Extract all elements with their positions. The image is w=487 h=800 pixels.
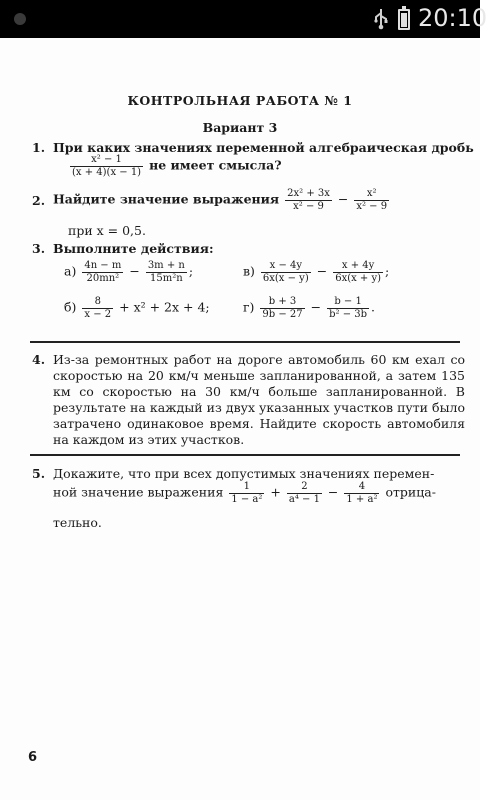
fraction: $\frac{b - 1}{\text{b² − 3b}}$	[329, 296, 368, 320]
task-5-line1	[32, 466, 435, 481]
task-number: 3.	[32, 241, 46, 256]
notification-dot-icon	[14, 13, 26, 25]
fraction: $\frac{4n - m}{\text{20mn²}}$	[84, 260, 122, 284]
task-number: 2.	[32, 193, 46, 208]
fraction: $\frac{1}{\text{1 − a²}}$	[231, 481, 263, 505]
task-4	[32, 352, 465, 448]
item-label: а)	[64, 263, 77, 279]
task-2-line1	[32, 188, 391, 212]
task-text: Найдите значение выражения	[53, 191, 280, 207]
document-page	[0, 38, 480, 800]
task-3-item-v: в) $\frac{x - 4y}{6x(x - y)}$ − $\frac{x + 4y}{6x(x + y)}$ ;	[243, 260, 390, 284]
task-text: Докажите, что при всех допустимых значениях перемен-	[53, 466, 435, 481]
variant-heading: Вариант 3	[202, 120, 278, 135]
task-number: 5.	[32, 466, 46, 481]
task-5-line2: ной значение выражения $\frac{1}{\text{1 − a²}}$ + $\frac{2}{\text{a⁴ − 1}}$ − $\frac{4}{\text{1 + a²}}$ отрица-	[53, 481, 436, 505]
section-divider	[30, 341, 460, 343]
task-text-tail: не имеет смысла?	[149, 157, 282, 173]
operator: −	[337, 191, 349, 207]
fraction: $\frac{\text{x² − 1}}{(x + 4)(x - 1)}$	[72, 154, 142, 178]
item-label: г)	[243, 299, 255, 315]
task-number: 4.	[32, 352, 46, 367]
task-3-item-a: а) $\frac{4n - m}{\text{20mn²}}$ − $\frac{3m + n}{\text{15m²n}}$ ;	[64, 260, 194, 284]
task-text: Из-за ремонтных работ на дороге автомобиль 60 км ехал со скоростью на 20 км/ч меньше запланированной, а затем 135 км со скоростью на 30 км/ч больше запланированной. В результате на каждый из двух указанных участков пути было затрачено одинаковое время. Найдите скорость автомобиля на каждом из этих участков.	[53, 352, 465, 447]
fraction: $\frac{8}{x - 2}$	[84, 296, 112, 320]
task-1-line1	[32, 140, 474, 155]
task-text: Выполните действия:	[53, 241, 214, 256]
task-text: При каких значениях переменной алгебраическая дробь	[53, 140, 474, 155]
status-time: 20:10	[418, 4, 487, 32]
task-3-item-g: г) $\frac{b + 3}{9b - 27}$ − $\frac{b - 1}{\text{b² − 3b}}$ .	[243, 296, 376, 320]
status-bar	[0, 0, 487, 38]
task-2-line2: при x = 0,5.	[68, 223, 146, 238]
fraction: $\frac{\text{2x² + 3x}}{\text{x² − 9}}$	[287, 188, 330, 212]
fraction: $\frac{x + 4y}{6x(x + y)}$	[335, 260, 382, 284]
page-title: КОНТРОЛЬНАЯ РАБОТА № 1	[127, 93, 353, 108]
item-label: б)	[64, 299, 77, 315]
fraction: $\frac{4}{\text{1 + a²}}$	[346, 481, 378, 505]
task-number: 1.	[32, 140, 46, 155]
usb-icon	[372, 8, 390, 30]
task-3-item-b: б) $\frac{8}{x - 2}$ + x² + 2x + 4;	[64, 296, 210, 320]
fraction: $\frac{\text{x²}}{\text{x² − 9}}$	[356, 188, 388, 212]
task-5-line3: тельно.	[53, 515, 102, 530]
section-divider	[30, 454, 460, 456]
task-3-line1	[32, 241, 214, 256]
task-1-line2	[68, 154, 282, 178]
fraction: $\frac{x - 4y}{6x(x - y)}$	[262, 260, 309, 284]
item-label: в)	[243, 263, 255, 279]
page-number: 6	[28, 750, 38, 765]
fraction: $\frac{3m + n}{\text{15m²n}}$	[147, 260, 185, 284]
fraction: $\frac{b + 3}{9b - 27}$	[262, 296, 303, 320]
battery-icon	[398, 9, 410, 30]
fraction: $\frac{2}{\text{a⁴ − 1}}$	[288, 481, 320, 505]
